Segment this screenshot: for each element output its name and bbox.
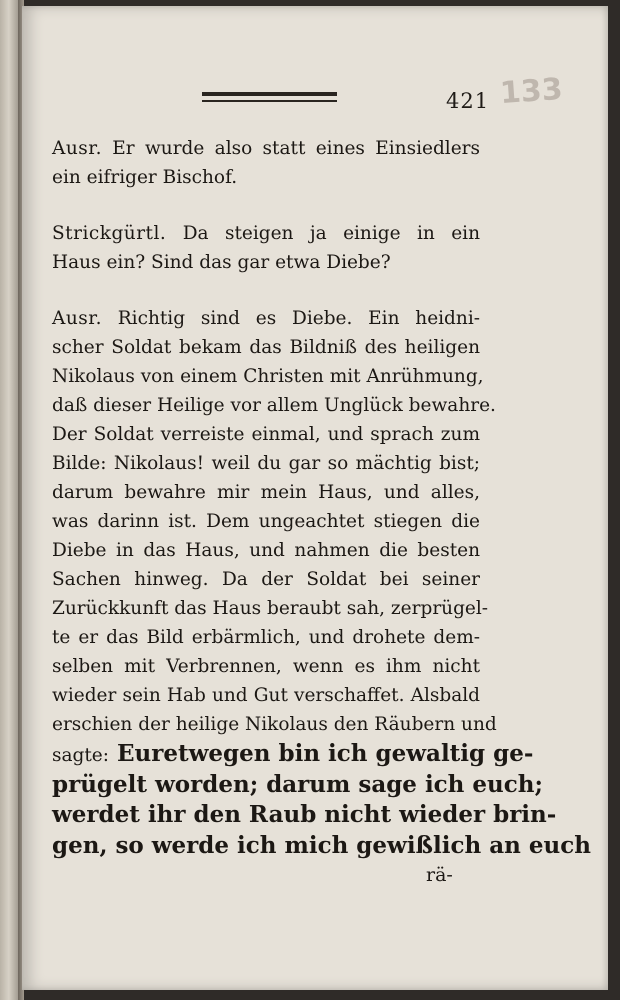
text-line: erschien der heilige Nikolaus den Räubern und	[52, 714, 497, 735]
text-line: selben mit Verbrennen, wenn es ihm nicht	[52, 656, 480, 677]
text-line: daß dieser Heilige vor allem Unglück bewahre.	[52, 395, 496, 416]
header-rule	[202, 92, 337, 102]
archive-pencil-mark: 133	[498, 71, 564, 112]
text-line: ein eifriger Bischof.	[52, 167, 238, 188]
text-line: te er das Bild erbärmlich, und drohete dem-	[52, 627, 480, 648]
catchword: rä-	[426, 864, 453, 886]
speaker-label: Ausr.	[52, 308, 102, 329]
text-line: Der Soldat verreiste einmal, und sprach zum	[52, 424, 480, 445]
text-line: darum bewahre mir mein Haus, und alles,	[52, 482, 480, 503]
book-page	[22, 6, 608, 990]
page-number: 421	[446, 89, 490, 113]
body-text	[52, 134, 591, 861]
text-line: Zurückkunft das Haus beraubt sah, zerprügel-	[52, 598, 489, 619]
text-line: Ausr. Er wurde also statt eines Einsiedlers	[52, 138, 480, 159]
text-line-emphasis: prügelt worden; darum sage ich euch;	[52, 770, 543, 798]
text-line: Haus ein? Sind das gar etwa Diebe?	[52, 252, 391, 273]
text-line: Ausr. Richtig sind es Diebe. Ein heidni-	[52, 308, 480, 329]
text-line-emphasis: sagte: Euretwegen bin ich gewaltig ge-	[52, 740, 534, 767]
text-line: Diebe in das Haus, und nahmen die besten	[52, 540, 480, 561]
text-line: wieder sein Hab und Gut verschaffet. Alsbald	[52, 685, 480, 706]
text-line: Bilde: Nikolaus! weil du gar so mächtig bist;	[52, 453, 480, 474]
speaker-label: Ausr.	[52, 138, 102, 159]
text-line: scher Soldat bekam das Bildniß des heiligen	[52, 337, 480, 358]
text-line: was darinn ist. Dem ungeachtet stiegen die	[52, 511, 480, 532]
text-line-emphasis: gen, so werde ich mich gewißlich an euch	[52, 831, 591, 859]
text-line: Sachen hinweg. Da der Soldat bei seiner	[52, 569, 480, 590]
text-line-emphasis: werdet ihr den Raub nicht wieder brin-	[52, 801, 557, 828]
speaker-label: Strickgürtl.	[52, 223, 167, 244]
text-line: Nikolaus von einem Christen mit Anrühmung,	[52, 366, 484, 387]
text-line: Strickgürtl. Da steigen ja einige in ein	[52, 223, 480, 244]
